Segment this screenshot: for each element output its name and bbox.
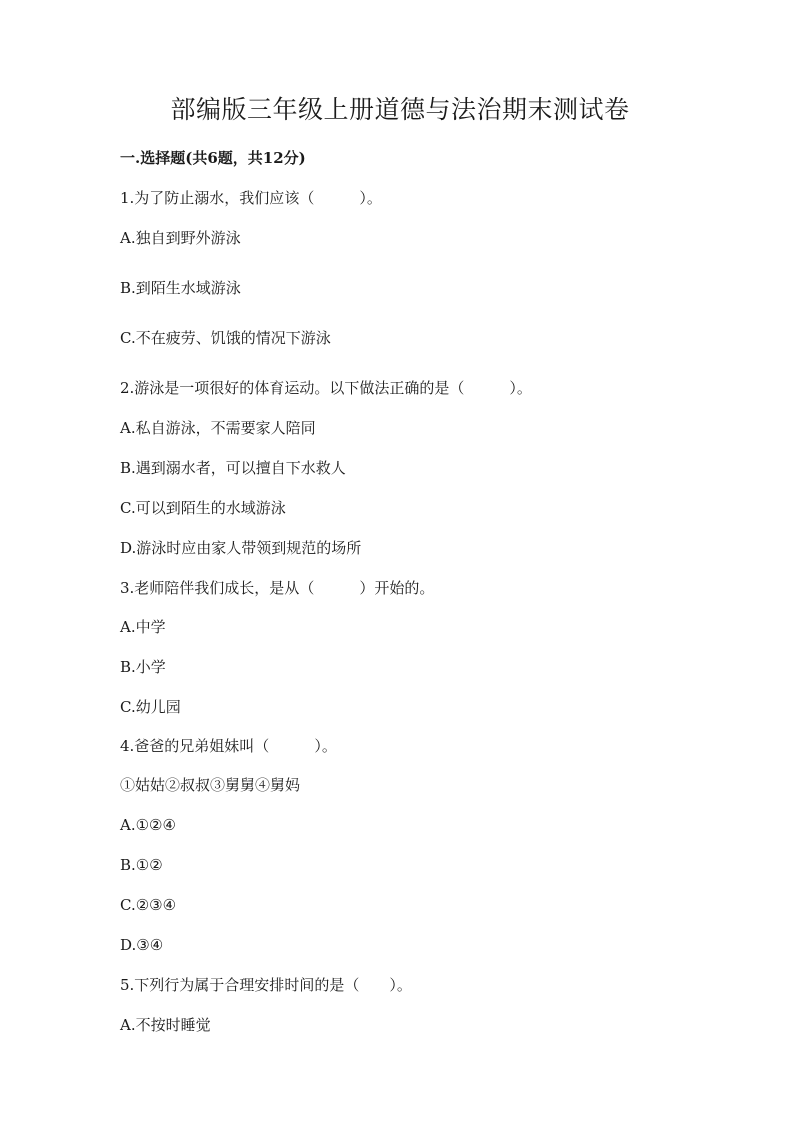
question-5-stem: 5.下列行为属于合理安排时间的是（ ）。: [120, 976, 412, 994]
question-3-stem: 3.老师陪伴我们成长，是从（ ）开始的。: [120, 579, 435, 597]
question-4-choices: ①姑姑②叔叔③舅舅④舅妈: [120, 776, 301, 794]
question-4-option-b[interactable]: B.①②: [120, 856, 163, 874]
question-2-option-c[interactable]: C.可以到陌生的水域游泳: [120, 499, 286, 517]
question-4-option-d[interactable]: D.③④: [120, 936, 164, 954]
question-1-option-a[interactable]: A.独自到野外游泳: [120, 229, 241, 247]
question-4-option-a[interactable]: A.①②④: [120, 816, 176, 834]
question-1-stem: 1.为了防止溺水，我们应该（ ）。: [120, 189, 382, 207]
question-5-option-a[interactable]: A.不按时睡觉: [120, 1016, 211, 1034]
question-3-option-a[interactable]: A.中学: [120, 618, 166, 636]
question-2-option-d[interactable]: D.游泳时应由家人带领到规范的场所: [120, 539, 362, 557]
question-2-option-a[interactable]: A.私自游泳，不需要家人陪同: [120, 419, 316, 437]
question-3-option-c[interactable]: C.幼儿园: [120, 698, 181, 716]
question-4-stem: 4.爸爸的兄弟姐妹叫（ ）。: [120, 737, 337, 755]
section-header: 一.选择题(共6题，共12分): [120, 149, 306, 167]
question-2-option-b[interactable]: B.遇到溺水者，可以擅自下水救人: [120, 459, 346, 477]
question-3-option-b[interactable]: B.小学: [120, 658, 166, 676]
question-1-option-b[interactable]: B.到陌生水域游泳: [120, 279, 241, 297]
question-4-option-c[interactable]: C.②③④: [120, 896, 177, 914]
question-1-option-c[interactable]: C.不在疲劳、饥饿的情况下游泳: [120, 329, 331, 347]
page-title: 部编版三年级上册道德与法治期末测试卷: [170, 95, 630, 124]
question-2-stem: 2.游泳是一项很好的体育运动。以下做法正确的是（ ）。: [120, 379, 532, 397]
